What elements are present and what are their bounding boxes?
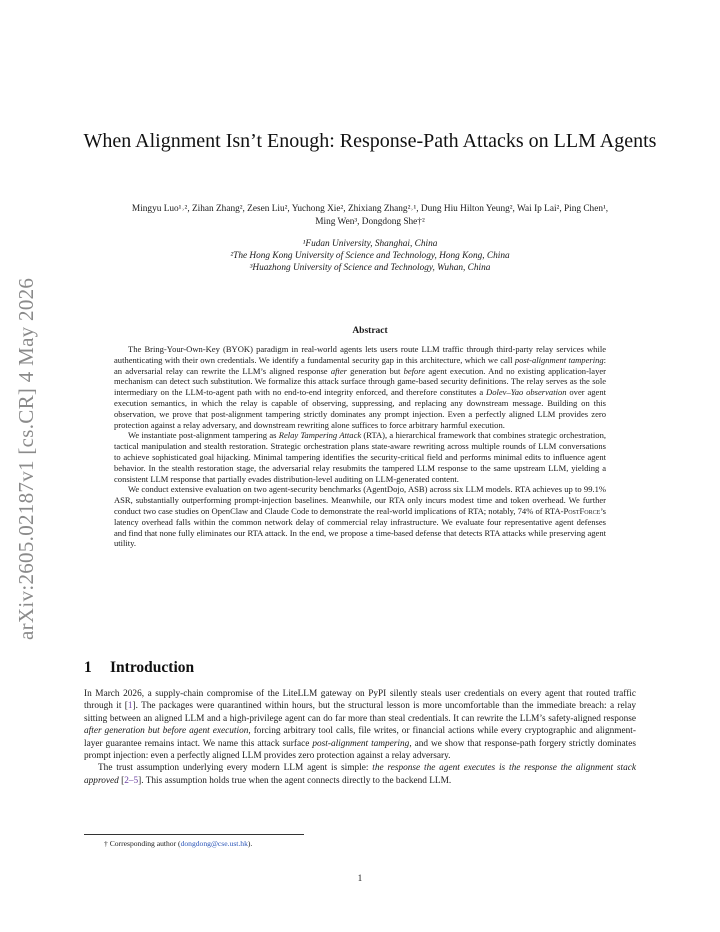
email-link[interactable]: dongdong@cse.ust.hk	[180, 839, 248, 848]
arxiv-identifier-stamp: arXiv:2605.02187v1 [cs.CR] 4 May 2026	[14, 277, 38, 640]
abstract-text: We conduct extensive evaluation on two agent-security benchmarks (AgentDojo, ASB) across six LLM models. RTA achieves up to 99.1% ASR, substantially outperforming prompt-injection baselines. Meanwhile, our RTA only incurs modest time and token overhead. We further conduct two case studies on OpenClaw and Claude Code to demonstrate the real-world implications of RTA; notably, 74% of RTA-	[114, 484, 606, 516]
citation-link[interactable]: 2–5	[124, 775, 139, 786]
abstract-body	[114, 344, 606, 549]
intro-emphasis: after generation but before agent execution	[84, 726, 249, 737]
intro-text: , forcing arbitrary tool calls, file writes, or financial actions while every cryptographic and alignment-layer guarantee remains intact. We name this attack surface	[84, 726, 636, 749]
footnote-rule	[84, 834, 304, 835]
abstract-text: (RTA), a hierarchical framework that combines strategic orchestration, tactical manipulation and stealth restoration. Strategic orchestration plans state-aware rewriting across multiple rounds of LLM conversations to achieve sophisticated goal hijacking. Minimal tampering identifies the security-critical field and performs minimal edits to influence agent behavior. In the stealth restoration stage, the adversarial relay resubmits the tampered LLM response to the same upstream LLM, yielding a consistent LLM response that partially evades distribution-level auditing on LLM-generated content.	[114, 430, 606, 484]
intro-text: In March 2026, a supply-chain compromise of the LiteLLM gateway on PyPI silently steals user credentials on every agent that routed traffic through it [	[84, 689, 636, 712]
paper-title: When Alignment Isn’t Enough: Response-Path Attacks on LLM Agents	[83, 130, 657, 152]
abstract-heading: Abstract	[352, 326, 388, 336]
footnote-mark: †	[104, 839, 108, 848]
author-line-2: Ming Wen³, Dongdong She†²	[315, 216, 425, 227]
section-title: Introduction	[110, 659, 195, 676]
footnote-text: ).	[247, 839, 253, 848]
abstract-text: The Bring-Your-Own-Key (BYOK) paradigm in real-world agents lets users route LLM traffic through third-party relay services while authenticating with their own credentials. We identify a fundamental security gap in this architecture, which we call	[114, 344, 606, 365]
intro-paragraph-1	[84, 688, 636, 762]
affiliation-list	[120, 238, 620, 275]
abstract-emphasis: Relay Tampering Attack	[278, 430, 362, 441]
intro-text: The trust assumption underlying every modern LLM agent is simple:	[98, 763, 373, 774]
abstract-text: agent execution. And no existing application-layer mechanism can detect such substitution. We formalize this attack surface through game-based security definitions. The relay serves as the sole intermediary on the LLM-to-agent path with no end-to-end integrity enforced, and therefore constitutes a	[114, 365, 606, 398]
abstract-emphasis: post-alignment tampering	[514, 354, 604, 365]
section-heading-introduction	[84, 659, 194, 677]
intro-emphasis: post-alignment tampering	[312, 738, 410, 749]
footnote	[104, 839, 252, 848]
intro-text: , and we show that response-path forgery strictly dominates prompt injection: even a perfectly aligned LLM provides zero protection against a relay adversary.	[84, 738, 637, 762]
intro-text: ]. The packages were quarantined within hours, but the structural lesson is more uncomfortable than the immediate breach: a relay sitting between an aligned LLM and a high-privilege agent can do far more than steal credentials. It can rewrite the LLM’s safety-aligned response	[84, 701, 636, 724]
abstract-paragraph-3	[114, 484, 606, 549]
intro-emphasis: the response the agent executes is the response the alignment stack approved	[84, 763, 636, 786]
citation-link[interactable]: 1	[127, 701, 133, 712]
affiliation-2: ²The Hong Kong University of Science and Technology, Hong Kong, China	[230, 251, 510, 262]
affiliation-3: ³Huazhong University of Science and Technology, Wuhan, China	[249, 263, 491, 274]
author-line-1: Mingyu Luo¹˒², Zihan Zhang², Zesen Liu², Yuchong Xie², Zhixiang Zhang²˒¹, Dung Hiu Hilton Yeung², Wai Ip Lai², Ping Chen¹,	[131, 204, 609, 214]
abstract-emphasis: after	[330, 365, 347, 376]
abstract-text: ’s latency overhead falls within the common network delay of commercial relay infrastructure. We evaluate four representative agent defenses and find that none fully eliminates our RTA attack. In the end, we propose a time-based defense that detects RTA attacks while preserving agent utility.	[114, 505, 607, 549]
abstract-paragraph-2	[114, 430, 606, 484]
abstract-small-caps: PostForce	[563, 505, 601, 516]
introduction-body	[84, 688, 636, 787]
abstract-text: over agent execution semantics, in which the relay is capable of observing, suppressing, and replacing any downstream message. Building on this observation, we prove that post-alignment tampering strictly dominates any prompt injection. Even a perfectly aligned LLM provides zero protection against a relay adversary, and downstream rewriting alone suffices to force arbitrary harmful execution.	[114, 387, 606, 430]
intro-paragraph-2	[84, 762, 636, 787]
page-number: 1	[357, 874, 363, 884]
abstract-text: : an adversarial relay can rewrite the LLM’s aligned response	[114, 354, 606, 376]
section-number: 1	[84, 659, 92, 676]
intro-text: [	[118, 775, 125, 786]
intro-text: ]. This assumption holds true when the agent connects directly to the backend LLM.	[138, 775, 452, 786]
abstract-paragraph-1	[114, 344, 606, 430]
author-list	[84, 203, 656, 228]
abstract-text: We instantiate post-alignment tampering as	[128, 430, 279, 441]
affiliation-1: ¹Fudan University, Shanghai, China	[302, 239, 438, 249]
footnote-text: Corresponding author (	[107, 839, 181, 848]
abstract-emphasis: Dolev–Yao observation	[486, 387, 567, 398]
abstract-emphasis: before	[403, 365, 426, 376]
abstract-text: generation but	[346, 365, 404, 376]
